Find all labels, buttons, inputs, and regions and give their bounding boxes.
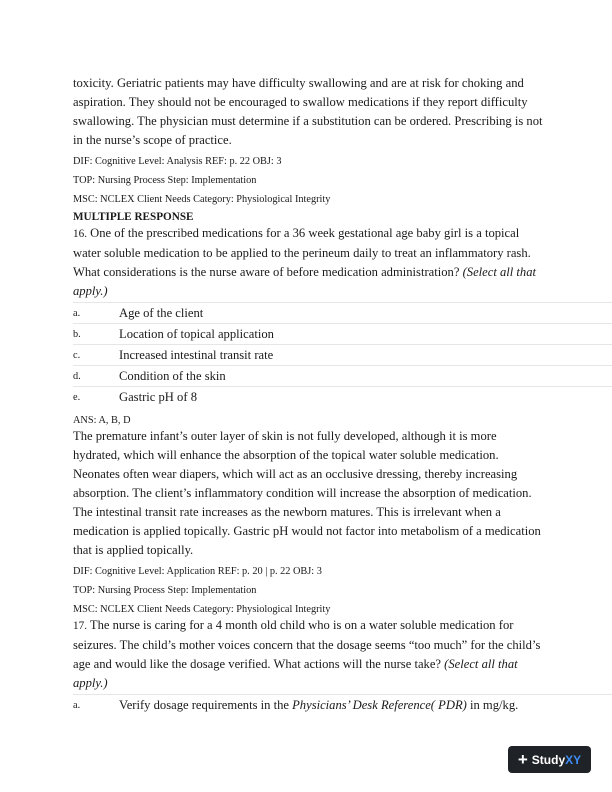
q16-number: 16. (73, 228, 87, 240)
option-text: Location of topical application (119, 327, 274, 341)
q17-number: 17. (73, 620, 87, 632)
option-letter: c. (73, 350, 81, 361)
q16-select-note: (Select all that apply.) (73, 265, 537, 298)
logo-word-accent: XY (565, 752, 582, 767)
q17-stem (73, 616, 543, 693)
option-text-ital: Physicians’ Desk Reference( PDR) (292, 698, 467, 712)
q15-msc: MSC: NCLEX Client Needs Category: Physiological Integrity (73, 194, 331, 205)
document-page (73, 74, 543, 715)
option-letter: b. (73, 329, 81, 340)
q16-option-a (73, 302, 612, 323)
option-text: Condition of the skin (119, 369, 226, 383)
q17-option-a (73, 694, 612, 715)
option-text-post: in mg/kg. (466, 698, 519, 712)
logo-word-main: Study (531, 752, 566, 767)
option-letter: a. (73, 308, 81, 319)
q16-option-e (73, 386, 612, 407)
q16-answer: ANS: A, B, D (73, 415, 131, 426)
plus-icon: + (517, 750, 528, 769)
q15-top: TOP: Nursing Process Step: Implementation (73, 175, 257, 186)
section-heading: MULTIPLE RESPONSE (73, 211, 194, 223)
q16-rationale: The premature infant’s outer layer of skin is not fully developed, although it is more hydrated, which will enhance the absorption of the topical water soluble medication. Neonates often wear diapers, which will act as an occlusive dressing, thereby increasing absorption. The client’s inflammatory condition will increase the absorption of medication. The intestinal transit rate increases as the newborn matures. This is irrelevant when a medication is applied topically. Gastric pH would not factor into metabolism of a medication that is applied topically. (73, 429, 541, 557)
option-letter: d. (73, 371, 81, 382)
logo-wordmark (532, 753, 581, 767)
option-letter: a. (73, 700, 81, 711)
q15-dif: DIF: Cognitive Level: Analysis REF: p. 22 OBJ: 3 (73, 156, 282, 167)
q16-top: TOP: Nursing Process Step: Implementation (73, 585, 257, 596)
q16-stem-text: One of the prescribed medications for a 36 week gestational age baby girl is a topical water soluble medication to be applied to the perineum daily to treat an inflammatory rash. What considerations is the nurse aware of before medication administration? (73, 226, 531, 279)
option-letter: e. (73, 392, 81, 403)
option-text: Gastric pH of 8 (119, 390, 197, 404)
q16-dif: DIF: Cognitive Level: Application REF: p. 20 | p. 22 OBJ: 3 (73, 566, 322, 577)
option-text: Age of the client (119, 306, 204, 320)
q16-msc: MSC: NCLEX Client Needs Category: Physiological Integrity (73, 604, 331, 615)
q17-options (73, 694, 543, 715)
option-text: Increased intestinal transit rate (119, 348, 274, 362)
q16-option-c (73, 344, 612, 365)
q16-options (73, 302, 543, 407)
q16-option-d (73, 365, 612, 386)
option-text (119, 697, 518, 713)
studyxy-logo[interactable] (508, 746, 591, 773)
q16-option-b (73, 323, 612, 344)
q16-stem (73, 224, 543, 301)
q17-stem-text: The nurse is caring for a 4 month old child who is on a water soluble medication for seizures. The child’s mother voices concern that the dosage seems “too much” for the child’s age and would like the dosage verified. What actions will the nurse take? (73, 618, 541, 671)
q17-select-note: (Select all that apply.) (73, 657, 518, 690)
top-paragraph: toxicity. Geriatric patients may have difficulty swallowing and are at risk for choking and aspiration. They should not be encouraged to swallow medications if they report difficulty swallowing. The physician must determine if a substitution can be ordered. Prescribing is not in the nurse’s scope of practice. (73, 76, 543, 147)
option-text-pre: Verify dosage requirements in the (119, 698, 293, 712)
